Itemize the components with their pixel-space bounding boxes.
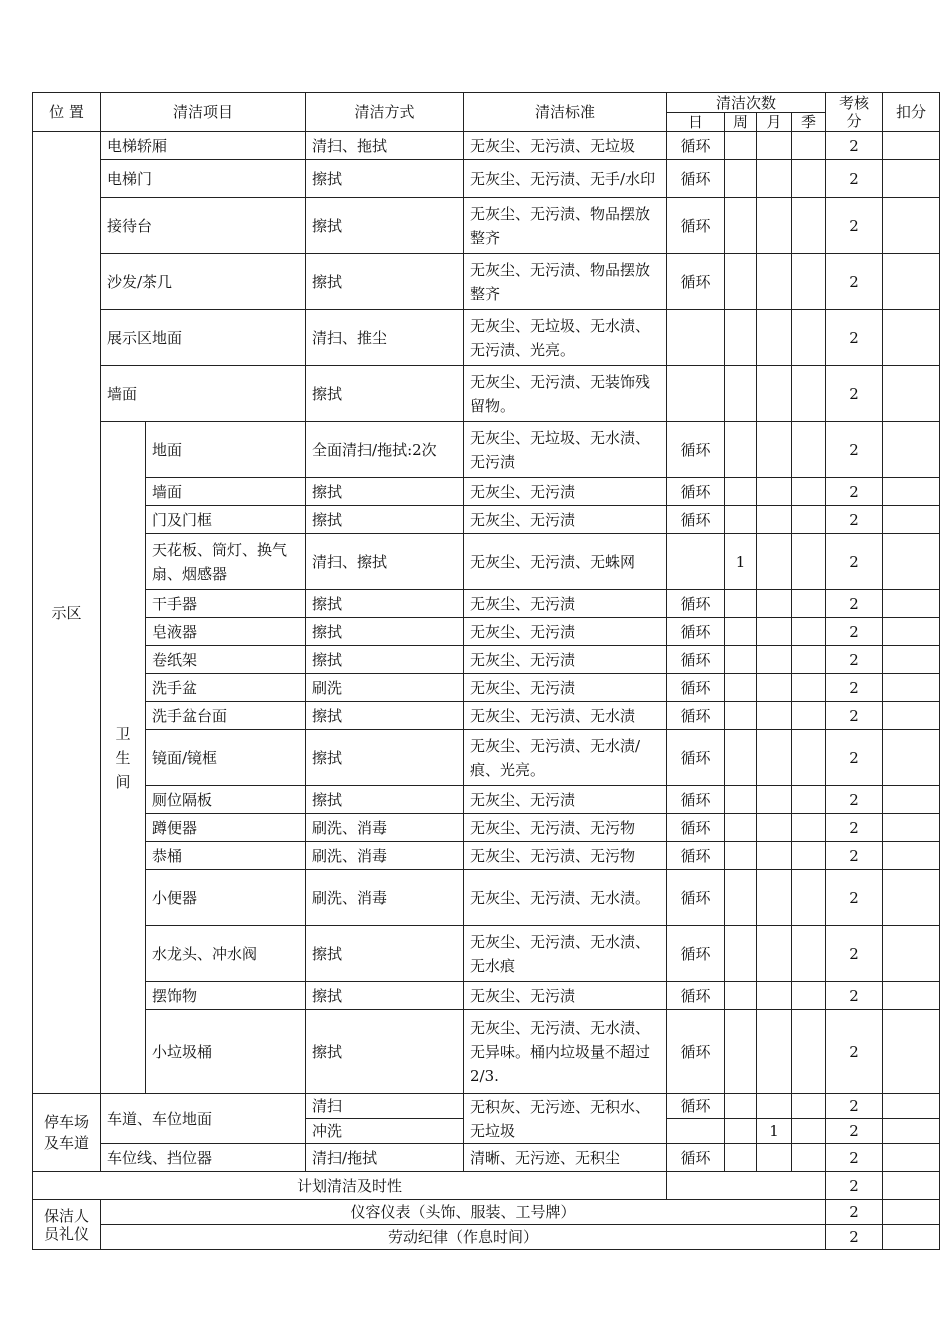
cell-season — [792, 366, 826, 422]
cell-month — [757, 254, 792, 310]
cell-standard: 无灰尘、无污渍、无水渍 — [464, 702, 667, 730]
cell-week — [725, 702, 757, 730]
cell-deduct — [883, 870, 940, 926]
cell-score: 2 — [826, 478, 883, 506]
cell-month — [757, 422, 792, 478]
cell-item: 干手器 — [146, 590, 306, 618]
cell-score: 2 — [826, 1172, 883, 1200]
table-row — [33, 478, 940, 506]
cell-method: 擦拭 — [306, 702, 464, 730]
cell-day: 循环 — [667, 1010, 725, 1094]
cell-season — [792, 674, 826, 702]
staff-appearance: 仪容仪表（头饰、服装、工号牌） — [101, 1200, 826, 1225]
table-row — [33, 132, 940, 160]
cell-method: 刷洗 — [306, 674, 464, 702]
header-frequency: 清洁次数 — [667, 93, 826, 113]
table-row — [33, 926, 940, 982]
cell-deduct — [883, 198, 940, 254]
cell-score: 2 — [826, 814, 883, 842]
cell-week — [725, 422, 757, 478]
group-parking: 停车场及车道 — [33, 1094, 101, 1172]
cell-score: 2 — [826, 870, 883, 926]
cell-month — [757, 702, 792, 730]
cell-week — [725, 730, 757, 786]
cell-day: 循环 — [667, 198, 725, 254]
cell-season — [792, 926, 826, 982]
cell-deduct — [883, 1172, 940, 1200]
cell-item: 卷纸架 — [146, 646, 306, 674]
cell-item: 车位线、挡位器 — [101, 1144, 306, 1172]
cell-season — [792, 422, 826, 478]
cell-score: 2 — [826, 786, 883, 814]
table-row — [33, 590, 940, 618]
table-row — [33, 198, 940, 254]
cell-score: 2 — [826, 618, 883, 646]
plan-frequency-empty — [667, 1172, 826, 1200]
cell-standard: 无灰尘、无污渍、物品摆放整齐 — [464, 254, 667, 310]
staff-discipline: 劳动纪律（作息时间） — [101, 1225, 826, 1250]
cell-standard: 无灰尘、无污渍、无污物 — [464, 842, 667, 870]
cell-score: 2 — [826, 646, 883, 674]
table-row — [33, 1225, 940, 1250]
cell-week — [725, 198, 757, 254]
cell-week — [725, 160, 757, 198]
cell-item: 洗手盆 — [146, 674, 306, 702]
cell-method: 刷洗、消毒 — [306, 814, 464, 842]
cell-method: 冲洗 — [306, 1119, 464, 1144]
cell-season — [792, 730, 826, 786]
cell-month — [757, 160, 792, 198]
cell-week — [725, 618, 757, 646]
cell-day: 循环 — [667, 674, 725, 702]
cell-score: 2 — [826, 310, 883, 366]
cell-method: 擦拭 — [306, 254, 464, 310]
cell-deduct — [883, 506, 940, 534]
cell-standard: 无灰尘、无污渍 — [464, 674, 667, 702]
cell-week — [725, 254, 757, 310]
cell-season — [792, 1094, 826, 1119]
table-row — [33, 1010, 940, 1094]
cell-item: 电梯轿厢 — [101, 132, 306, 160]
cell-deduct — [883, 534, 940, 590]
cell-day: 循环 — [667, 132, 725, 160]
cell-method: 清扫 — [306, 1094, 464, 1119]
cell-standard: 清晰、无污迹、无积尘 — [464, 1144, 667, 1172]
header-season: 季 — [792, 113, 826, 132]
cell-standard: 无灰尘、无污渍 — [464, 590, 667, 618]
cell-month — [757, 786, 792, 814]
cell-day: 循环 — [667, 422, 725, 478]
cell-item: 镜面/镜框 — [146, 730, 306, 786]
cell-item: 墙面 — [101, 366, 306, 422]
table-row — [33, 310, 940, 366]
cell-standard: 无灰尘、无垃圾、无水渍、无污渍、光亮。 — [464, 310, 667, 366]
cell-item: 摆饰物 — [146, 982, 306, 1010]
cell-deduct — [883, 1200, 940, 1225]
cell-item: 蹲便器 — [146, 814, 306, 842]
table-row — [33, 1094, 940, 1119]
cell-item: 沙发/茶几 — [101, 254, 306, 310]
table-row — [33, 534, 940, 590]
cell-week — [725, 674, 757, 702]
table-row — [33, 702, 940, 730]
cell-score: 2 — [826, 198, 883, 254]
cell-standard: 无灰尘、无污渍 — [464, 618, 667, 646]
cell-season — [792, 982, 826, 1010]
cell-deduct — [883, 702, 940, 730]
cell-month — [757, 534, 792, 590]
cell-score: 2 — [826, 730, 883, 786]
cell-day — [667, 534, 725, 590]
cell-season — [792, 786, 826, 814]
cell-season — [792, 132, 826, 160]
cell-day: 循环 — [667, 842, 725, 870]
cell-standard: 无灰尘、无污渍、无水渍、无水痕 — [464, 926, 667, 982]
table-row — [33, 506, 940, 534]
cell-week — [725, 478, 757, 506]
cell-week — [725, 982, 757, 1010]
cell-month — [757, 842, 792, 870]
table-row — [33, 870, 940, 926]
cell-season — [792, 160, 826, 198]
cell-deduct — [883, 1094, 940, 1119]
cell-month — [757, 646, 792, 674]
cell-day: 循环 — [667, 982, 725, 1010]
cell-deduct — [883, 926, 940, 982]
cell-score: 2 — [826, 842, 883, 870]
cell-season — [792, 870, 826, 926]
cell-season — [792, 590, 826, 618]
cell-item: 接待台 — [101, 198, 306, 254]
cell-standard: 无灰尘、无污渍、无手/水印 — [464, 160, 667, 198]
cell-month — [757, 926, 792, 982]
header-position: 位 置 — [33, 93, 101, 132]
cell-month — [757, 1144, 792, 1172]
cell-method: 擦拭 — [306, 590, 464, 618]
cell-score: 2 — [826, 254, 883, 310]
cell-method: 清扫、拖拭 — [306, 132, 464, 160]
cell-week — [725, 842, 757, 870]
cell-month — [757, 1094, 792, 1119]
cell-week: 1 — [725, 534, 757, 590]
table-row — [33, 982, 940, 1010]
cell-season — [792, 814, 826, 842]
cell-month: 1 — [757, 1119, 792, 1144]
cell-item: 电梯门 — [101, 160, 306, 198]
cell-deduct — [883, 132, 940, 160]
table-row — [33, 730, 940, 786]
table-row — [33, 1144, 940, 1172]
cell-season — [792, 618, 826, 646]
cell-standard: 无灰尘、无污渍、无水渍。 — [464, 870, 667, 926]
cell-method: 擦拭 — [306, 646, 464, 674]
cell-method: 擦拭 — [306, 730, 464, 786]
cell-week — [725, 366, 757, 422]
table-row — [33, 814, 940, 842]
cell-method: 全面清扫/拖拭:2次 — [306, 422, 464, 478]
cell-week — [725, 1010, 757, 1094]
cell-score: 2 — [826, 534, 883, 590]
cell-season — [792, 534, 826, 590]
cell-week — [725, 1119, 757, 1144]
cell-score: 2 — [826, 366, 883, 422]
cell-score: 2 — [826, 1225, 883, 1250]
cell-month — [757, 870, 792, 926]
cell-method: 擦拭 — [306, 982, 464, 1010]
cell-month — [757, 982, 792, 1010]
cell-day: 循环 — [667, 590, 725, 618]
cell-week — [725, 870, 757, 926]
cell-method: 擦拭 — [306, 478, 464, 506]
plan-label: 计划清洁及时性 — [33, 1172, 667, 1200]
cell-score: 2 — [826, 160, 883, 198]
table-row — [33, 366, 940, 422]
cell-season — [792, 478, 826, 506]
cell-season — [792, 1144, 826, 1172]
cell-method: 清扫/拖拭 — [306, 1144, 464, 1172]
cell-standard: 无灰尘、无污渍 — [464, 646, 667, 674]
cell-deduct — [883, 786, 940, 814]
cell-week — [725, 310, 757, 366]
cell-method: 清扫、擦拭 — [306, 534, 464, 590]
cell-season — [792, 1010, 826, 1094]
cell-day — [667, 1119, 725, 1144]
cell-standard: 无灰尘、无污渍、无蛛网 — [464, 534, 667, 590]
cell-day: 循环 — [667, 478, 725, 506]
cell-day: 循环 — [667, 160, 725, 198]
cell-standard: 无灰尘、无垃圾、无水渍、无污渍 — [464, 422, 667, 478]
cell-standard: 无灰尘、无污渍 — [464, 786, 667, 814]
cell-day: 循环 — [667, 1144, 725, 1172]
cell-season — [792, 198, 826, 254]
cell-week — [725, 1094, 757, 1119]
cell-score: 2 — [826, 1200, 883, 1225]
cell-item: 墙面 — [146, 478, 306, 506]
cell-day: 循环 — [667, 786, 725, 814]
cell-method: 擦拭 — [306, 618, 464, 646]
cell-week — [725, 646, 757, 674]
cell-item: 车道、车位地面 — [101, 1094, 306, 1144]
cell-item: 天花板、筒灯、换气扇、烟感器 — [146, 534, 306, 590]
cell-day: 循环 — [667, 702, 725, 730]
cell-day: 循环 — [667, 730, 725, 786]
cell-day: 循环 — [667, 1094, 725, 1119]
cell-day: 循环 — [667, 618, 725, 646]
cell-method: 擦拭 — [306, 926, 464, 982]
table-body — [33, 132, 940, 1250]
cell-deduct — [883, 422, 940, 478]
cell-day — [667, 366, 725, 422]
cell-score: 2 — [826, 926, 883, 982]
cell-score: 2 — [826, 1094, 883, 1119]
cell-item: 小便器 — [146, 870, 306, 926]
group-display-area: 示区 — [33, 132, 101, 1094]
table-row — [33, 1172, 940, 1200]
cell-day: 循环 — [667, 814, 725, 842]
cell-score: 2 — [826, 422, 883, 478]
cell-item: 水龙头、冲水阀 — [146, 926, 306, 982]
cell-deduct — [883, 1010, 940, 1094]
cell-deduct — [883, 814, 940, 842]
cell-month — [757, 478, 792, 506]
cell-deduct — [883, 1225, 940, 1250]
cleaning-standard-table — [32, 92, 940, 1250]
cell-deduct — [883, 590, 940, 618]
table-row — [33, 422, 940, 478]
cell-method: 擦拭 — [306, 366, 464, 422]
group-staff: 保洁人员礼仪 — [33, 1200, 101, 1250]
cell-month — [757, 590, 792, 618]
header-day: 日 — [667, 113, 725, 132]
cell-month — [757, 674, 792, 702]
cell-deduct — [883, 842, 940, 870]
cell-deduct — [883, 478, 940, 506]
table-row — [33, 842, 940, 870]
cell-method: 擦拭 — [306, 786, 464, 814]
group-restroom: 卫生间 — [101, 422, 146, 1094]
cell-month — [757, 814, 792, 842]
cell-standard: 无积灰、无污迹、无积水、无垃圾 — [464, 1094, 667, 1144]
table-row — [33, 786, 940, 814]
cell-deduct — [883, 982, 940, 1010]
cell-method: 擦拭 — [306, 198, 464, 254]
cell-week — [725, 1144, 757, 1172]
cell-score: 2 — [826, 132, 883, 160]
table-row — [33, 160, 940, 198]
cell-method: 擦拭 — [306, 160, 464, 198]
cell-standard: 无灰尘、无污渍 — [464, 506, 667, 534]
cell-method: 刷洗、消毒 — [306, 842, 464, 870]
cell-month — [757, 618, 792, 646]
table-row — [33, 1200, 940, 1225]
cell-deduct — [883, 254, 940, 310]
cell-week — [725, 786, 757, 814]
cell-method: 擦拭 — [306, 506, 464, 534]
cell-deduct — [883, 1119, 940, 1144]
cell-score: 2 — [826, 702, 883, 730]
cell-month — [757, 730, 792, 786]
cell-standard: 无灰尘、无污渍、无垃圾 — [464, 132, 667, 160]
cell-standard: 无灰尘、无污渍、无水渍/痕、光亮。 — [464, 730, 667, 786]
cell-score: 2 — [826, 506, 883, 534]
cell-day: 循环 — [667, 926, 725, 982]
cell-week — [725, 814, 757, 842]
cell-score: 2 — [826, 1010, 883, 1094]
cell-deduct — [883, 366, 940, 422]
cell-month — [757, 132, 792, 160]
cell-score: 2 — [826, 1119, 883, 1144]
cell-day: 循环 — [667, 506, 725, 534]
cell-month — [757, 506, 792, 534]
cell-day: 循环 — [667, 254, 725, 310]
cell-score: 2 — [826, 1144, 883, 1172]
cell-month — [757, 1010, 792, 1094]
cell-standard: 无灰尘、无污渍、无装饰残留物。 — [464, 366, 667, 422]
cell-item: 门及门框 — [146, 506, 306, 534]
cell-day — [667, 310, 725, 366]
cell-month — [757, 366, 792, 422]
cell-deduct — [883, 310, 940, 366]
table-row — [33, 254, 940, 310]
header-deduct: 扣分 — [883, 93, 940, 132]
cell-season — [792, 646, 826, 674]
cell-item: 恭桶 — [146, 842, 306, 870]
cell-season — [792, 1119, 826, 1144]
cell-deduct — [883, 674, 940, 702]
cell-item: 皂液器 — [146, 618, 306, 646]
header-method: 清洁方式 — [306, 93, 464, 132]
cell-month — [757, 198, 792, 254]
cell-standard: 无灰尘、无污渍 — [464, 982, 667, 1010]
cell-season — [792, 702, 826, 730]
cell-score: 2 — [826, 982, 883, 1010]
cell-method: 清扫、推尘 — [306, 310, 464, 366]
cell-method: 刷洗、消毒 — [306, 870, 464, 926]
cell-item: 小垃圾桶 — [146, 1010, 306, 1094]
cell-method: 擦拭 — [306, 1010, 464, 1094]
cell-deduct — [883, 618, 940, 646]
cell-item: 地面 — [146, 422, 306, 478]
cell-standard: 无灰尘、无污渍、无污物 — [464, 814, 667, 842]
cell-item: 洗手盆台面 — [146, 702, 306, 730]
cell-deduct — [883, 1144, 940, 1172]
cell-item: 展示区地面 — [101, 310, 306, 366]
cell-deduct — [883, 160, 940, 198]
cell-score: 2 — [826, 674, 883, 702]
header-score: 考核分 — [826, 93, 883, 132]
cell-week — [725, 590, 757, 618]
cell-deduct — [883, 730, 940, 786]
cell-deduct — [883, 646, 940, 674]
cell-standard: 无灰尘、无污渍、无水渍、无异味。桶内垃圾量不超过2/3. — [464, 1010, 667, 1094]
header-standard: 清洁标准 — [464, 93, 667, 132]
cell-season — [792, 842, 826, 870]
cell-score: 2 — [826, 590, 883, 618]
cell-season — [792, 310, 826, 366]
cell-standard: 无灰尘、无污渍 — [464, 478, 667, 506]
cell-season — [792, 254, 826, 310]
header-item: 清洁项目 — [101, 93, 306, 132]
header-month: 月 — [757, 113, 792, 132]
table-row — [33, 618, 940, 646]
cell-day: 循环 — [667, 870, 725, 926]
cell-month — [757, 310, 792, 366]
table-row — [33, 646, 940, 674]
cell-season — [792, 506, 826, 534]
table-row — [33, 674, 940, 702]
cell-item: 厕位隔板 — [146, 786, 306, 814]
cell-standard: 无灰尘、无污渍、物品摆放整齐 — [464, 198, 667, 254]
cell-week — [725, 506, 757, 534]
cell-day: 循环 — [667, 646, 725, 674]
cell-week — [725, 926, 757, 982]
header-week: 周 — [725, 113, 757, 132]
cell-week — [725, 132, 757, 160]
